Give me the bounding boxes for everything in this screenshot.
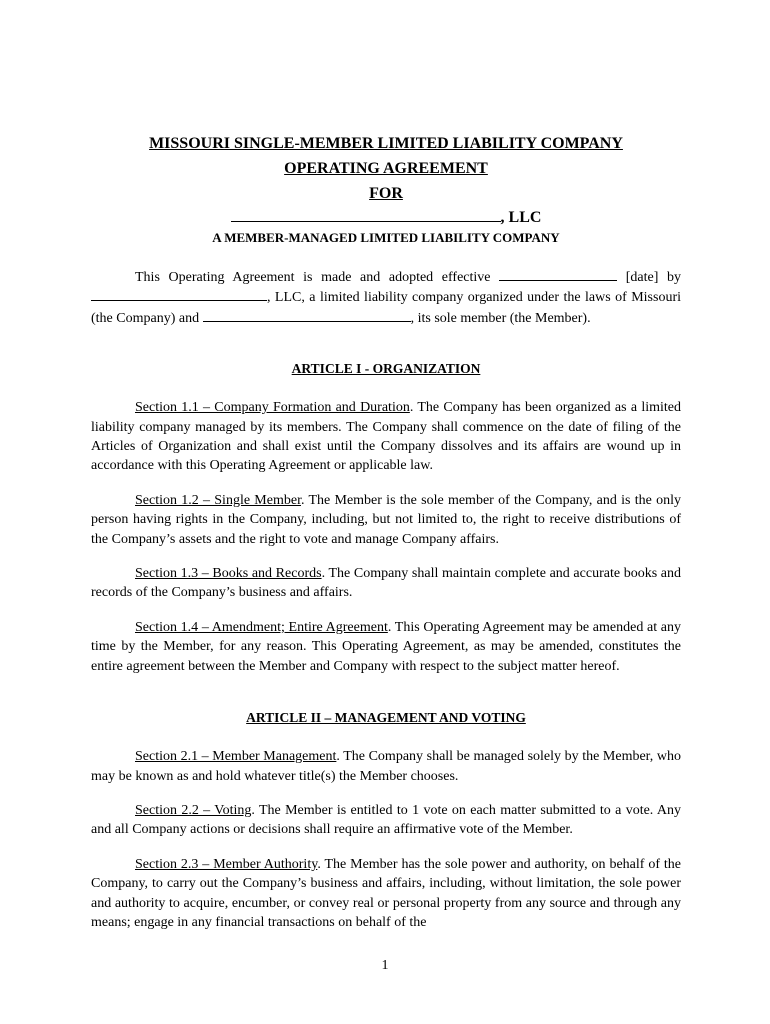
company-name-blank[interactable] — [231, 208, 501, 222]
section-1-1-title: Section 1.1 – Company Formation and Duration — [135, 400, 410, 416]
document-title-line-3: FOR — [369, 185, 403, 202]
section-1-2-title: Section 1.2 – Single Member — [135, 492, 301, 508]
intro-paragraph — [91, 267, 681, 328]
section-1-1-body: . The Company has been organized as a limited liability company managed by its members. The Company shall commence on the date of filing of the Articles of Organization and shall exist until the Company dissolves and its affairs are wound up in accordance with this Operating Agreement or applicable law. — [91, 400, 681, 474]
section-1-4-title: Section 1.4 – Amendment; Entire Agreement — [135, 619, 388, 635]
section-1-3-body: . The Company shall maintain complete and accurate books and records of the Company’s business and affairs. — [91, 566, 681, 601]
page-number: 1 — [381, 958, 389, 973]
article-2-heading: ARTICLE II – MANAGEMENT AND VOTING — [246, 710, 526, 726]
document-subtitle: A MEMBER-MANAGED LIMITED LIABILITY COMPANY — [212, 230, 560, 245]
document-body — [91, 131, 681, 947]
article-1-heading: ARTICLE I - ORGANIZATION — [291, 361, 481, 377]
section-2-1-body: . The Company shall be managed solely by the Member, who may be known as and hold whatever title(s) the Member chooses. — [91, 749, 681, 784]
section-1-1 — [91, 398, 681, 476]
section-2-2-title: Section 2.2 – Voting — [135, 802, 252, 818]
intro-text-1: This Operating Agreement is made and adopted effective — [135, 270, 491, 285]
section-1-2-body: . The Member is the sole member of the Company, and is the only person having rights in the Company, including, but not limited to, the right to receive distributions of the Company’s assets and the right to vote and manage Company affairs. — [91, 492, 681, 547]
effective-date-blank[interactable] — [499, 267, 617, 281]
llc-name-blank[interactable] — [91, 287, 267, 301]
section-2-3-body: . The Member has the sole power and authority, on behalf of the Company, to carry out the Company’s business and affairs, including, without limitation, the sole power and authority to acquire, encumber, or convey real or personal property from any source and through any means; engage in any financial transactions on behalf of the — [91, 856, 682, 930]
section-2-1 — [91, 747, 681, 786]
section-2-2-body: . The Member is entitled to 1 vote on each matter submitted to a vote. Any and all Company actions or decisions shall require an affirmative vote of the Member. — [91, 802, 681, 838]
section-1-3 — [91, 564, 681, 603]
intro-text-2: [date] by — [625, 270, 682, 285]
llc-suffix: , LLC — [500, 209, 542, 226]
company-name-line — [91, 206, 681, 230]
section-1-4-body: . This Operating Agreement may be amended at any time by the Member, for any reason. This Operating Agreement, as may be amended, constitutes the entire agreement between the Member and Company with respect to the subject matter hereof. — [91, 619, 682, 674]
section-2-3 — [91, 855, 681, 933]
section-1-2 — [91, 491, 681, 549]
intro-text-3: , LLC, a limited liability company organized under the laws of Missouri (the Company) and — [91, 290, 681, 326]
intro-text-4: , its sole member (the Member). — [410, 310, 591, 326]
section-1-4 — [91, 618, 681, 676]
section-2-2 — [91, 801, 681, 840]
document-title-line-1: MISSOURI SINGLE-MEMBER LIMITED LIABILITY COMPANY — [149, 135, 623, 152]
section-1-3-title: Section 1.3 – Books and Records — [135, 566, 322, 582]
section-2-3-title: Section 2.3 – Member Authority — [135, 856, 318, 872]
document-title-line-2: OPERATING AGREEMENT — [284, 160, 488, 177]
section-2-1-title: Section 2.1 – Member Management — [135, 749, 337, 765]
member-name-blank[interactable] — [203, 308, 411, 322]
